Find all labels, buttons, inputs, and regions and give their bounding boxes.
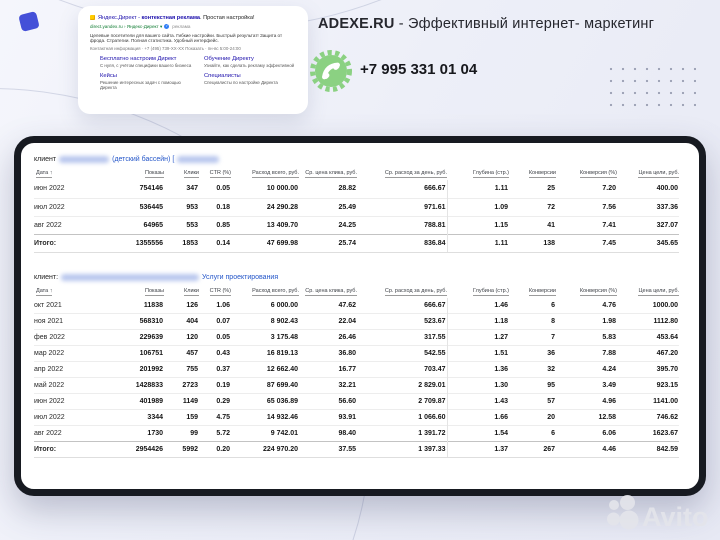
table-cell: авг 2022: [34, 426, 109, 442]
table-cell: 666.67: [424, 185, 446, 193]
table-cell: 32: [509, 362, 556, 378]
column-header[interactable]: Расход всего, руб.: [252, 287, 299, 294]
table-cell: 229639: [109, 330, 164, 346]
table-cell: 56.60: [299, 394, 357, 410]
table-cell: фев 2022: [34, 330, 109, 346]
table-cell: 568310: [109, 314, 164, 330]
stats-table-2: [34, 286, 679, 459]
column-header[interactable]: Ср. расход за день, руб.: [384, 170, 447, 176]
table-cell: 1.43: [447, 394, 509, 410]
table-cell: 8 902.43: [231, 314, 299, 330]
table-cell: 22.04: [299, 314, 357, 330]
sitelink-title[interactable]: Бесплатно настроим Директ: [100, 56, 177, 63]
table-cell: 47.62: [338, 301, 356, 309]
table-row: [34, 180, 679, 198]
table-cell: 7.20: [602, 185, 616, 193]
table-row: [34, 346, 679, 362]
table-cell: 7: [509, 330, 556, 346]
column-header[interactable]: Ср. цена клика, руб.: [305, 170, 357, 176]
table-cell: 4.46: [556, 442, 617, 458]
column-header[interactable]: Конверсии: [528, 287, 556, 294]
table-cell: мар 2022: [34, 346, 109, 362]
table-cell: 0.19: [199, 378, 231, 394]
table-cell: Итого:: [34, 234, 109, 252]
yandex-direct-icon: [90, 15, 95, 20]
table-cell: 0.43: [199, 346, 231, 362]
table-cell: 201992: [109, 362, 164, 378]
stats-table-1: [34, 168, 679, 253]
table-cell: 1355556: [109, 234, 164, 252]
table-cell: 12.58: [556, 410, 617, 426]
table-cell: 267: [509, 442, 556, 458]
column-header[interactable]: Расход всего, руб.: [252, 170, 299, 176]
table-cell: 1.06: [216, 301, 230, 309]
table-cell: 1.09: [447, 198, 509, 216]
table-cell: 1.37: [447, 442, 509, 458]
table-cell: 1.15: [447, 216, 509, 234]
table-cell: 453.64: [617, 330, 679, 346]
table-cell: 401989: [109, 394, 164, 410]
table-cell: 7.56: [556, 198, 617, 216]
table-cell: 9 742.01: [231, 426, 299, 442]
phone-badge-icon: [309, 49, 353, 93]
column-header[interactable]: Клики: [184, 170, 199, 176]
table-cell: июн 2022: [34, 185, 65, 193]
serp-ad-title[interactable]: Яндекс.Директ - контекстная реклама. Простая настройка!: [90, 15, 298, 22]
sitelink-item[interactable]: [204, 73, 298, 91]
sitelink-title[interactable]: Обучение Директу: [204, 56, 254, 63]
table-cell: 1.98: [556, 314, 617, 330]
table-cell: 553: [164, 216, 199, 234]
table-cell: 1 397.33: [357, 442, 447, 458]
column-header[interactable]: Конверсия (%): [579, 170, 617, 176]
table-cell: 746.62: [617, 410, 679, 426]
table-cell: 95: [509, 378, 556, 394]
svg-text:Avito: Avito: [642, 502, 709, 532]
column-header[interactable]: Конверсия (%): [579, 287, 617, 294]
table-cell: 536445: [109, 198, 164, 216]
table-row: [34, 426, 679, 442]
table-cell: июл 2022: [34, 198, 109, 216]
table-cell: 0.29: [199, 394, 231, 410]
table-cell: 0.14: [199, 234, 231, 252]
column-header[interactable]: Конверсии: [528, 170, 556, 176]
table-cell: 755: [164, 362, 199, 378]
table-cell: 7.45: [556, 234, 617, 252]
table-cell: 542.55: [357, 346, 447, 362]
sitelink-desc: Узнайте, как сделать рекламу эффективной: [204, 63, 295, 69]
table-cell: 3344: [109, 410, 164, 426]
table-cell: июл 2022: [34, 410, 109, 426]
table-cell: 347: [186, 185, 198, 193]
table-cell: 788.81: [357, 216, 447, 234]
table-row: [34, 362, 679, 378]
yandex-serp-card: [78, 6, 308, 114]
table-cell: 106751: [109, 346, 164, 362]
table-cell: 703.47: [357, 362, 447, 378]
table-cell: 2954426: [109, 442, 164, 458]
column-header[interactable]: Глубина (стр.): [472, 170, 509, 176]
table-cell: 25.74: [299, 234, 357, 252]
table-cell: 842.59: [617, 442, 679, 458]
table-cell: 400.00: [656, 185, 678, 193]
table-cell: 120: [164, 330, 199, 346]
table-cell: 5.72: [199, 426, 231, 442]
client-label: клиент:: [34, 273, 59, 281]
table-row: [34, 216, 679, 234]
client-link[interactable]: (детский бассейн) [: [112, 156, 175, 163]
table-cell: 28.82: [338, 185, 356, 193]
serp-ad-contact: Контактная информация · +7 (495) 739-XX-XX Показать · пн-вс 5:00-24:00: [90, 46, 241, 52]
table-cell: 14 932.46: [231, 410, 299, 426]
table-cell: 11838: [143, 301, 163, 309]
table-cell: 13 409.70: [231, 216, 299, 234]
blurred-client-name: [59, 156, 109, 163]
table-cell: 0.37: [199, 362, 231, 378]
table-cell: 25.49: [299, 198, 357, 216]
table-cell: 404: [164, 314, 199, 330]
table-row: [34, 298, 679, 314]
table-cell: 2723: [164, 378, 199, 394]
column-header[interactable]: Дата ↑: [36, 170, 53, 176]
table-cell: 224 970.20: [231, 442, 299, 458]
table-cell: 457: [164, 346, 199, 362]
column-header[interactable]: Клики: [184, 287, 199, 294]
table-cell: 1.46: [447, 298, 509, 314]
table-cell: 6 000.00: [270, 301, 298, 309]
table-cell: 41: [509, 216, 556, 234]
table-cell: 1 066.60: [357, 410, 447, 426]
sitelink-desc: С нуля, с учётом специфики вашего бизнеса: [100, 63, 192, 69]
table-cell: ноя 2021: [34, 314, 109, 330]
table-cell: 1730: [109, 426, 164, 442]
table-cell: авг 2022: [34, 216, 109, 234]
table-cell: 1.66: [447, 410, 509, 426]
table-cell: 1428833: [109, 378, 164, 394]
client-line-2: [34, 274, 699, 281]
sitelink-desc: Специалисты по настройке Директа: [204, 79, 278, 85]
table-cell: 337.36: [617, 198, 679, 216]
table-cell: 16 819.13: [231, 346, 299, 362]
table-cell: 523.67: [357, 314, 447, 330]
table-cell: 26.46: [299, 330, 357, 346]
table-row: [34, 394, 679, 410]
header-row: [34, 286, 679, 298]
table-cell: 138: [509, 234, 556, 252]
table-cell: 126: [186, 301, 198, 309]
table-cell: 3 175.48: [231, 330, 299, 346]
table-cell: 1.54: [447, 426, 509, 442]
table-cell: 1.11: [447, 234, 509, 252]
table-row: [34, 410, 679, 426]
table-cell: 395.70: [617, 362, 679, 378]
table-row: [34, 330, 679, 346]
sitelink-item[interactable]: [100, 73, 194, 91]
client-link[interactable]: Услуги проектирования: [202, 273, 279, 281]
table-cell: 836.84: [357, 234, 447, 252]
table-cell: 4.96: [556, 394, 617, 410]
header-row: [34, 168, 679, 180]
table-cell: 923.15: [617, 378, 679, 394]
table-cell: 1149: [164, 394, 199, 410]
table-cell: 159: [164, 410, 199, 426]
table-cell: 72: [509, 198, 556, 216]
table-cell: 7.41: [556, 216, 617, 234]
table-cell: 953: [164, 198, 199, 216]
table-cell: 6: [551, 301, 555, 309]
avito-watermark: [606, 492, 720, 536]
column-header[interactable]: CTR (%): [209, 170, 231, 176]
table-cell: 25: [547, 185, 555, 193]
table-cell: 36.80: [299, 346, 357, 362]
table-cell: 20: [509, 410, 556, 426]
table-cell: 467.20: [617, 346, 679, 362]
table-cell: 98.40: [299, 426, 357, 442]
table-cell: 666.67: [424, 301, 446, 309]
table-cell: 317.55: [357, 330, 447, 346]
sitelink-item[interactable]: [100, 56, 194, 68]
table-cell: 0.07: [199, 314, 231, 330]
table-cell: 7.88: [556, 346, 617, 362]
serp-ad-url[interactable]: direct.yandex.ru › Яндекс-Директ ▾ ✓ реклама: [90, 24, 191, 29]
table-cell: 16.77: [299, 362, 357, 378]
table-cell: 327.07: [617, 216, 679, 234]
sitelink-title[interactable]: Специалисты: [204, 72, 241, 79]
table-cell: 1853: [164, 234, 199, 252]
report-window: [14, 136, 706, 496]
table-cell: 4.75: [199, 410, 231, 426]
verified-badge-icon: ✓: [165, 24, 169, 29]
brand-name: ADEXE.RU: [318, 16, 395, 32]
ad-label: реклама: [172, 24, 191, 29]
table-cell: июн 2022: [34, 394, 109, 410]
decor-blue-square: [18, 11, 40, 32]
total-row: [34, 234, 679, 252]
page-title: [318, 16, 654, 32]
table-cell: 2 709.87: [357, 394, 447, 410]
table-cell: май 2022: [34, 378, 109, 394]
table-cell: 24 290.28: [231, 198, 299, 216]
blurred-client-name: [61, 274, 199, 281]
table-cell: 0.05: [199, 330, 231, 346]
table-cell: 36: [509, 346, 556, 362]
column-header[interactable]: Показы: [144, 170, 164, 176]
table-cell: 2 829.01: [357, 378, 447, 394]
column-header[interactable]: Цена цели, руб.: [638, 170, 679, 176]
table-cell: 12 662.40: [231, 362, 299, 378]
sitelink-desc: Решение интересных задач с помощью Директа: [100, 79, 181, 90]
table-cell: 1 391.72: [357, 426, 447, 442]
table-cell: 1141.00: [617, 394, 679, 410]
table-cell: 3.49: [556, 378, 617, 394]
decor-dots-grid: [604, 62, 696, 114]
client-line-1: [34, 156, 699, 163]
table-cell: 64965: [109, 216, 164, 234]
table-cell: 754146: [139, 185, 163, 193]
serp-sitelinks: [90, 56, 298, 90]
client-label: клиент: [34, 156, 57, 163]
table-cell: 0.18: [199, 198, 231, 216]
table-cell: 10 000.00: [266, 185, 298, 193]
column-header[interactable]: Показы: [144, 287, 164, 294]
sitelink-item[interactable]: [204, 56, 298, 68]
table-cell: 8: [509, 314, 556, 330]
table-cell: 37.55: [299, 442, 357, 458]
table-row: [34, 314, 679, 330]
table-row: [34, 198, 679, 216]
blurred-client-name: [177, 156, 219, 163]
table-cell: 93.91: [299, 410, 357, 426]
brand-tagline: - Эффективный интернет- маркетинг: [394, 16, 655, 32]
table-cell: 99: [164, 426, 199, 442]
table-cell: 57: [509, 394, 556, 410]
table-cell: 4.24: [556, 362, 617, 378]
table-cell: апр 2022: [34, 362, 109, 378]
column-header[interactable]: Цена цели, руб.: [638, 287, 679, 294]
table-cell: 0.85: [199, 216, 231, 234]
table-cell: 47 699.98: [231, 234, 299, 252]
table-cell: 0.05: [216, 185, 230, 193]
table-cell: 5.83: [556, 330, 617, 346]
column-header[interactable]: Ср. цена клика, руб.: [305, 287, 357, 294]
column-header[interactable]: Ср. расход за день, руб.: [384, 287, 447, 294]
table-cell: 5992: [164, 442, 199, 458]
table-cell: 6: [509, 426, 556, 442]
table-cell: 32.21: [299, 378, 357, 394]
table-cell: 1.51: [447, 346, 509, 362]
table-cell: 24.25: [299, 216, 357, 234]
table-cell: 1.36: [447, 362, 509, 378]
phone-number[interactable]: +7 995 331 01 04: [360, 61, 478, 78]
table-cell: 1000.00: [652, 301, 678, 309]
table-cell: Итого:: [34, 442, 109, 458]
table-cell: 1.27: [447, 330, 509, 346]
table-row: [34, 378, 679, 394]
table-cell: 971.61: [357, 198, 447, 216]
column-header[interactable]: Глубина (стр.): [472, 287, 509, 294]
column-header[interactable]: CTR (%): [209, 287, 231, 294]
table-cell: 6.06: [556, 426, 617, 442]
column-header[interactable]: Дата ↑: [36, 287, 53, 294]
table-cell: 0.20: [199, 442, 231, 458]
sitelink-title[interactable]: Кейсы: [100, 72, 117, 79]
table-cell: 4.76: [602, 301, 616, 309]
table-cell: 1.11: [447, 180, 509, 198]
table-cell: 345.65: [617, 234, 679, 252]
table-cell: 1.18: [447, 314, 509, 330]
table-cell: 1112.80: [617, 314, 679, 330]
table-cell: окт 2021: [34, 301, 62, 309]
table-cell: 1623.67: [617, 426, 679, 442]
table-cell: 1.30: [447, 378, 509, 394]
total-row: [34, 442, 679, 458]
table-cell: 87 699.40: [231, 378, 299, 394]
serp-ad-description: Целевые посетители для вашего сайта. Гибкие настройки. Быстрый результат! Защита от фрода. Стратегии. Полная статистика. Удобный интерфейс.: [90, 32, 283, 44]
table-cell: 65 036.89: [231, 394, 299, 410]
